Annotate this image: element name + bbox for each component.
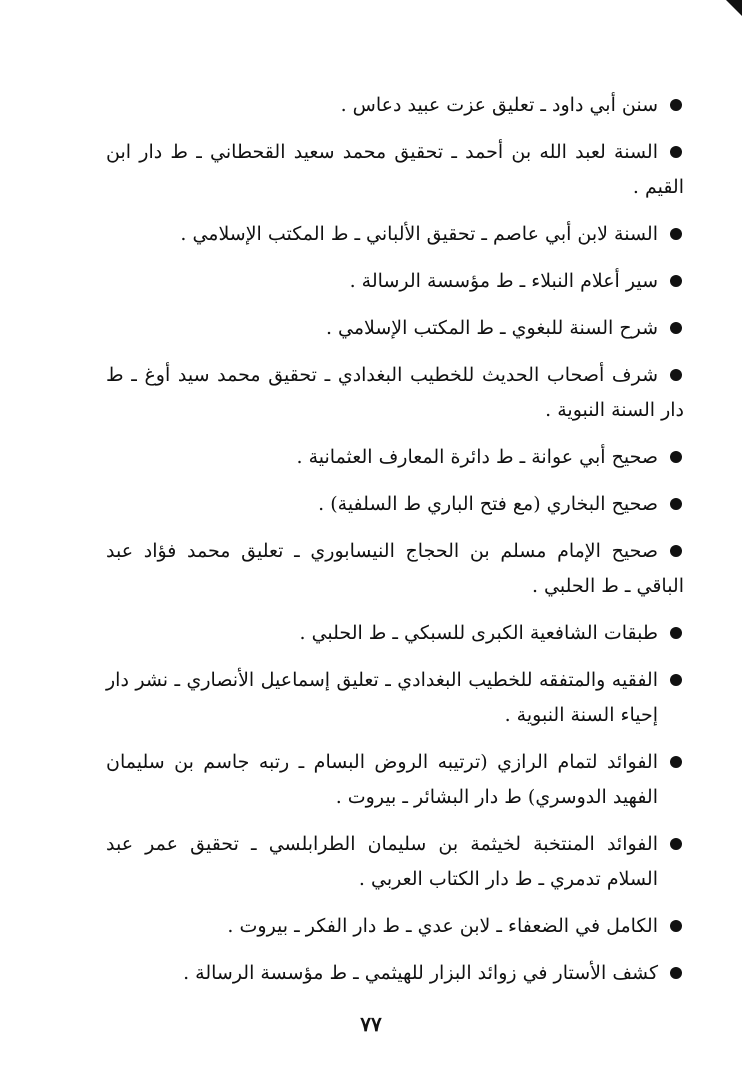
bullet-icon [670, 756, 682, 768]
reference-text: طبقات الشافعية الكبرى للسبكي ـ ط الحلبي . [299, 622, 658, 644]
reference-text: صحيح البخاري (مع فتح الباري ط السلفية) . [318, 493, 658, 515]
bullet-icon [670, 967, 682, 979]
bullet-icon [670, 369, 682, 381]
reference-text: الفوائد لتمام الرازي (ترتيبه الروض البسام ـ رتبه جاسم بن سليمان الفهيد الدوسري) ط دار البشائر ـ بيروت . [106, 751, 658, 808]
reference-text: سير أعلام النبلاء ـ ط مؤسسة الرسالة . [349, 270, 658, 292]
reference-text: السنة لابن أبي عاصم ـ تحقيق الألباني ـ ط المكتب الإسلامي . [180, 223, 658, 245]
reference-text: سنن أبي داود ـ تعليق عزت عبيد دعاس . [340, 94, 658, 116]
bullet-icon [670, 545, 682, 557]
reference-item [106, 88, 684, 123]
bullet-icon [670, 275, 682, 287]
reference-text: الفوائد المنتخبة لخيثمة بن سليمان الطرابلسي ـ تحقيق عمر عبد السلام تدمري ـ ط دار الكتاب العربي . [106, 833, 658, 890]
bullet-icon [670, 451, 682, 463]
reference-text: شرح السنة للبغوي ـ ط المكتب الإسلامي . [325, 317, 658, 339]
reference-text: الكامل في الضعفاء ـ لابن عدي ـ ط دار الفكر ـ بيروت . [227, 915, 658, 937]
bullet-icon [670, 838, 682, 850]
references-list [106, 88, 684, 991]
reference-item [106, 663, 684, 733]
references-page [106, 88, 684, 1003]
reference-item [106, 616, 684, 651]
bullet-icon [670, 146, 682, 158]
reference-item [106, 264, 684, 299]
reference-item [106, 217, 684, 252]
bullet-icon [670, 99, 682, 111]
reference-text: الفقيه والمتفقه للخطيب البغدادي ـ تعليق إسماعيل الأنصاري ـ نشر دار إحياء السنة النبوية . [106, 669, 658, 726]
bullet-icon [670, 920, 682, 932]
reference-item [106, 745, 684, 815]
bullet-icon [670, 322, 682, 334]
bullet-icon [670, 498, 682, 510]
reference-text: صحيح أبي عوانة ـ ط دائرة المعارف العثمانية . [296, 446, 658, 468]
reference-text: صحيح الإمام مسلم بن الحجاج النيسابوري ـ تعليق محمد فؤاد عبد الباقي ـ ط الحلبي . [106, 540, 684, 597]
reference-text: كشف الأستار في زوائد البزار للهيثمي ـ ط مؤسسة الرسالة . [183, 962, 658, 984]
reference-item [106, 440, 684, 475]
reference-item [106, 827, 684, 897]
reference-item [106, 311, 684, 346]
reference-item [106, 135, 684, 205]
page-number: ٧٧ [360, 1012, 382, 1036]
reference-item [106, 909, 684, 944]
bullet-icon [670, 228, 682, 240]
reference-item [106, 534, 684, 604]
page-corner-mark [726, 0, 742, 16]
reference-text: شرف أصحاب الحديث للخطيب البغدادي ـ تحقيق محمد سيد أوغ ـ ط دار السنة النبوية . [106, 364, 684, 421]
reference-item [106, 358, 684, 428]
reference-item [106, 956, 684, 991]
reference-text: السنة لعبد الله بن أحمد ـ تحقيق محمد سعيد القحطاني ـ ط دار ابن القيم . [106, 141, 684, 198]
bullet-icon [670, 627, 682, 639]
bullet-icon [670, 674, 682, 686]
reference-item [106, 487, 684, 522]
